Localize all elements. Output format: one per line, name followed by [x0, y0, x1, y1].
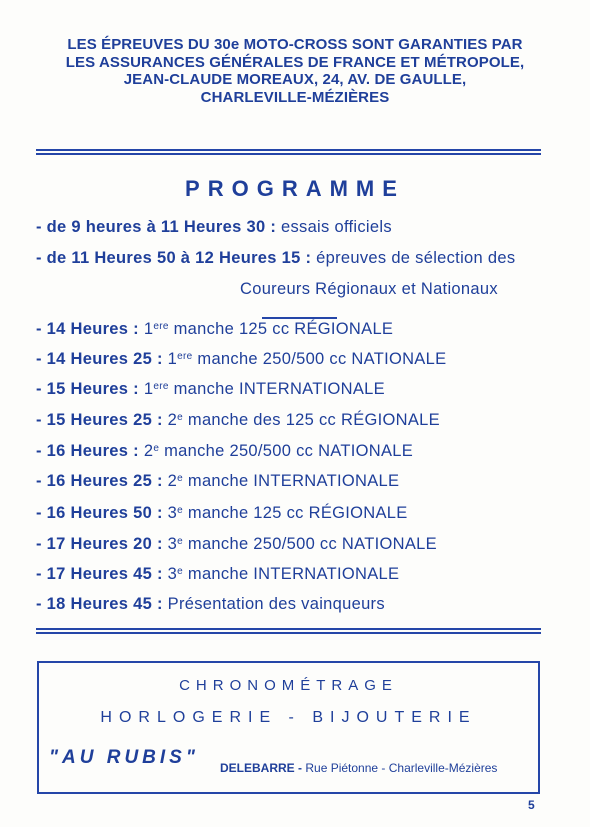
- schedule-desc: 1ere manche 125 cc RÉGIONALE: [138, 320, 394, 338]
- header-line-1: LES ÉPREUVES DU 30e MOTO-CROSS SONT GARANTIES PAR: [67, 36, 523, 53]
- header-line-4: CHARLEVILLE-MÉZIÈRES: [200, 88, 390, 106]
- intro-line-2: [36, 249, 515, 268]
- schedule-item: [36, 320, 393, 339]
- intro-desc: épreuves de sélection des: [311, 249, 516, 267]
- advertisement-box: [37, 661, 540, 794]
- schedule-item: [36, 442, 413, 461]
- double-rule-top: [36, 149, 541, 155]
- schedule-desc: Présentation des vainqueurs: [162, 595, 385, 613]
- store-street: Rue Piétonne - Charleville-Mézières: [302, 761, 498, 775]
- schedule-desc: 2e manche INTERNATIONALE: [162, 472, 400, 490]
- intro-line-1: [36, 218, 392, 237]
- schedule-time: - 18 Heures 45 :: [36, 595, 163, 613]
- store-name: "AU RUBIS": [49, 747, 199, 768]
- schedule-item: [36, 504, 408, 523]
- schedule-time: - 16 Heures :: [36, 442, 139, 460]
- schedule-time: - 16 Heures 25 :: [36, 472, 163, 490]
- schedule-desc: 1ere manche INTERNATIONALE: [138, 380, 385, 398]
- schedule-desc: 2e manche des 125 cc RÉGIONALE: [162, 411, 440, 429]
- intro-desc: essais officiels: [276, 218, 392, 236]
- header-line-3: JEAN-CLAUDE MOREAUX, 24, AV. DE GAULLE,: [123, 71, 467, 88]
- schedule-item: [36, 565, 399, 584]
- schedule-time: - 17 Heures 45 :: [36, 565, 163, 583]
- schedule-desc: 3e manche 250/500 cc NATIONALE: [162, 535, 437, 553]
- schedule-time: - 15 Heures :: [36, 380, 139, 398]
- ad-line-chronometrage: CHRONOMÉTRAGE: [179, 677, 398, 694]
- double-rule-bottom: [36, 628, 541, 634]
- schedule-item: [36, 472, 399, 491]
- schedule-time: - 16 Heures 50 :: [36, 504, 163, 522]
- schedule-item: [36, 595, 385, 614]
- page-number: 5: [528, 798, 535, 812]
- schedule-desc: 2e manche 250/500 cc NATIONALE: [138, 442, 414, 460]
- ad-line-horlogerie: HORLOGERIE - BIJOUTERIE: [100, 709, 477, 726]
- schedule-item: [36, 350, 446, 369]
- short-divider: [262, 317, 337, 319]
- store-owner: DELEBARRE -: [220, 761, 303, 775]
- schedule-time: - 14 Heures 25 :: [36, 350, 163, 368]
- intro-continuation: Coureurs Régionaux et Nationaux: [240, 280, 498, 298]
- schedule-time: - 15 Heures 25 :: [36, 411, 163, 429]
- schedule-item: [36, 380, 385, 399]
- store-address: [220, 761, 497, 775]
- header-line-2: LES ASSURANCES GÉNÉRALES DE FRANCE ET MÉTROPOLE,: [65, 53, 525, 71]
- schedule-time: - 14 Heures :: [36, 320, 139, 338]
- schedule-desc: 3e manche 125 cc RÉGIONALE: [162, 504, 408, 522]
- schedule-time: - 17 Heures 20 :: [36, 535, 163, 553]
- intro-time: - de 9 heures à 11 Heures 30 :: [36, 218, 277, 236]
- schedule-desc: 3e manche INTERNATIONALE: [162, 565, 400, 583]
- insurance-header: [0, 36, 590, 106]
- schedule-desc: 1ere manche 250/500 cc NATIONALE: [162, 350, 447, 368]
- programme-title: PROGRAMME: [185, 176, 405, 201]
- schedule-item: [36, 535, 437, 554]
- intro-time: - de 11 Heures 50 à 12 Heures 15 :: [36, 249, 312, 267]
- schedule-item: [36, 411, 440, 430]
